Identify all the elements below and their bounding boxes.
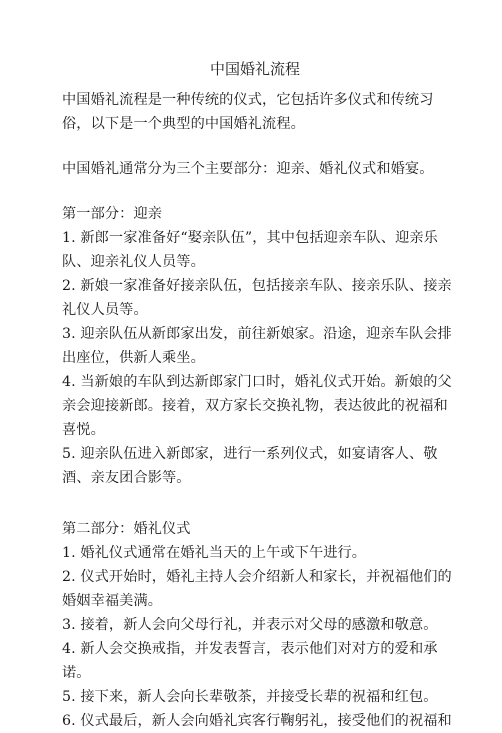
part1-item: 4. 当新娘的车队到达新郎家门口时，婚礼仪式开始。新娘的父亲会迎接新郎。接着，双方家长交换礼物，表达彼此的祝福和喜悦。 [62,374,452,438]
part2-heading: 第二部分：婚礼仪式 [62,521,191,537]
paragraph-gap [62,181,452,202]
part1-item: 2. 新娘一家准备好接亲队伍，包括接亲车队、接亲乐队、接亲礼仪人员等。 [62,278,452,318]
part2-item: 3. 接着，新人会向父母行礼，并表示对父母的感激和敬意。 [62,617,438,633]
part1-heading: 第一部分：迎亲 [62,206,163,222]
document-title: 中国婚礼流程 [209,60,300,78]
part2-item: 2. 仪式开始时，婚礼主持人会介绍新人和家长，并祝福他们的婚姻幸福美满。 [62,569,452,609]
section-gap [62,490,452,517]
part2-item: 1. 婚礼仪式通常在婚礼当天的上午或下午进行。 [62,545,367,561]
part2-item: 6. 仪式最后，新人会向婚礼宾客行鞠躬礼，接受他们的祝福和 [62,713,452,729]
part2-item: 5. 接下来，新人会向长辈敬茶，并接受长辈的祝福和红包。 [62,689,438,705]
paragraph-gap [62,136,452,157]
part1-item: 5. 迎亲队伍进入新郎家，进行一系列仪式，如宴请客人、敬酒、亲友团合影等。 [62,446,438,486]
part1-item: 1. 新郎一家准备好“娶亲队伍”，其中包括迎亲车队、迎亲乐队、迎亲礼仪人员等。 [62,230,438,270]
intro-paragraph: 中国婚礼流程是一种传统的仪式，它包括许多仪式和传统习俗，以下是一个典型的中国婚礼流程。 [62,92,434,132]
part2-item: 4. 新人会交换戒指，并发表誓言，表示他们对对方的爱和承诺。 [62,641,438,681]
part1-item: 3. 迎亲队伍从新郎家出发，前往新娘家。沿途，迎亲车队会排出座位，供新人乘坐。 [62,326,452,366]
overview-paragraph: 中国婚礼通常分为三个主要部分：迎亲、婚礼仪式和婚宴。 [62,161,434,177]
